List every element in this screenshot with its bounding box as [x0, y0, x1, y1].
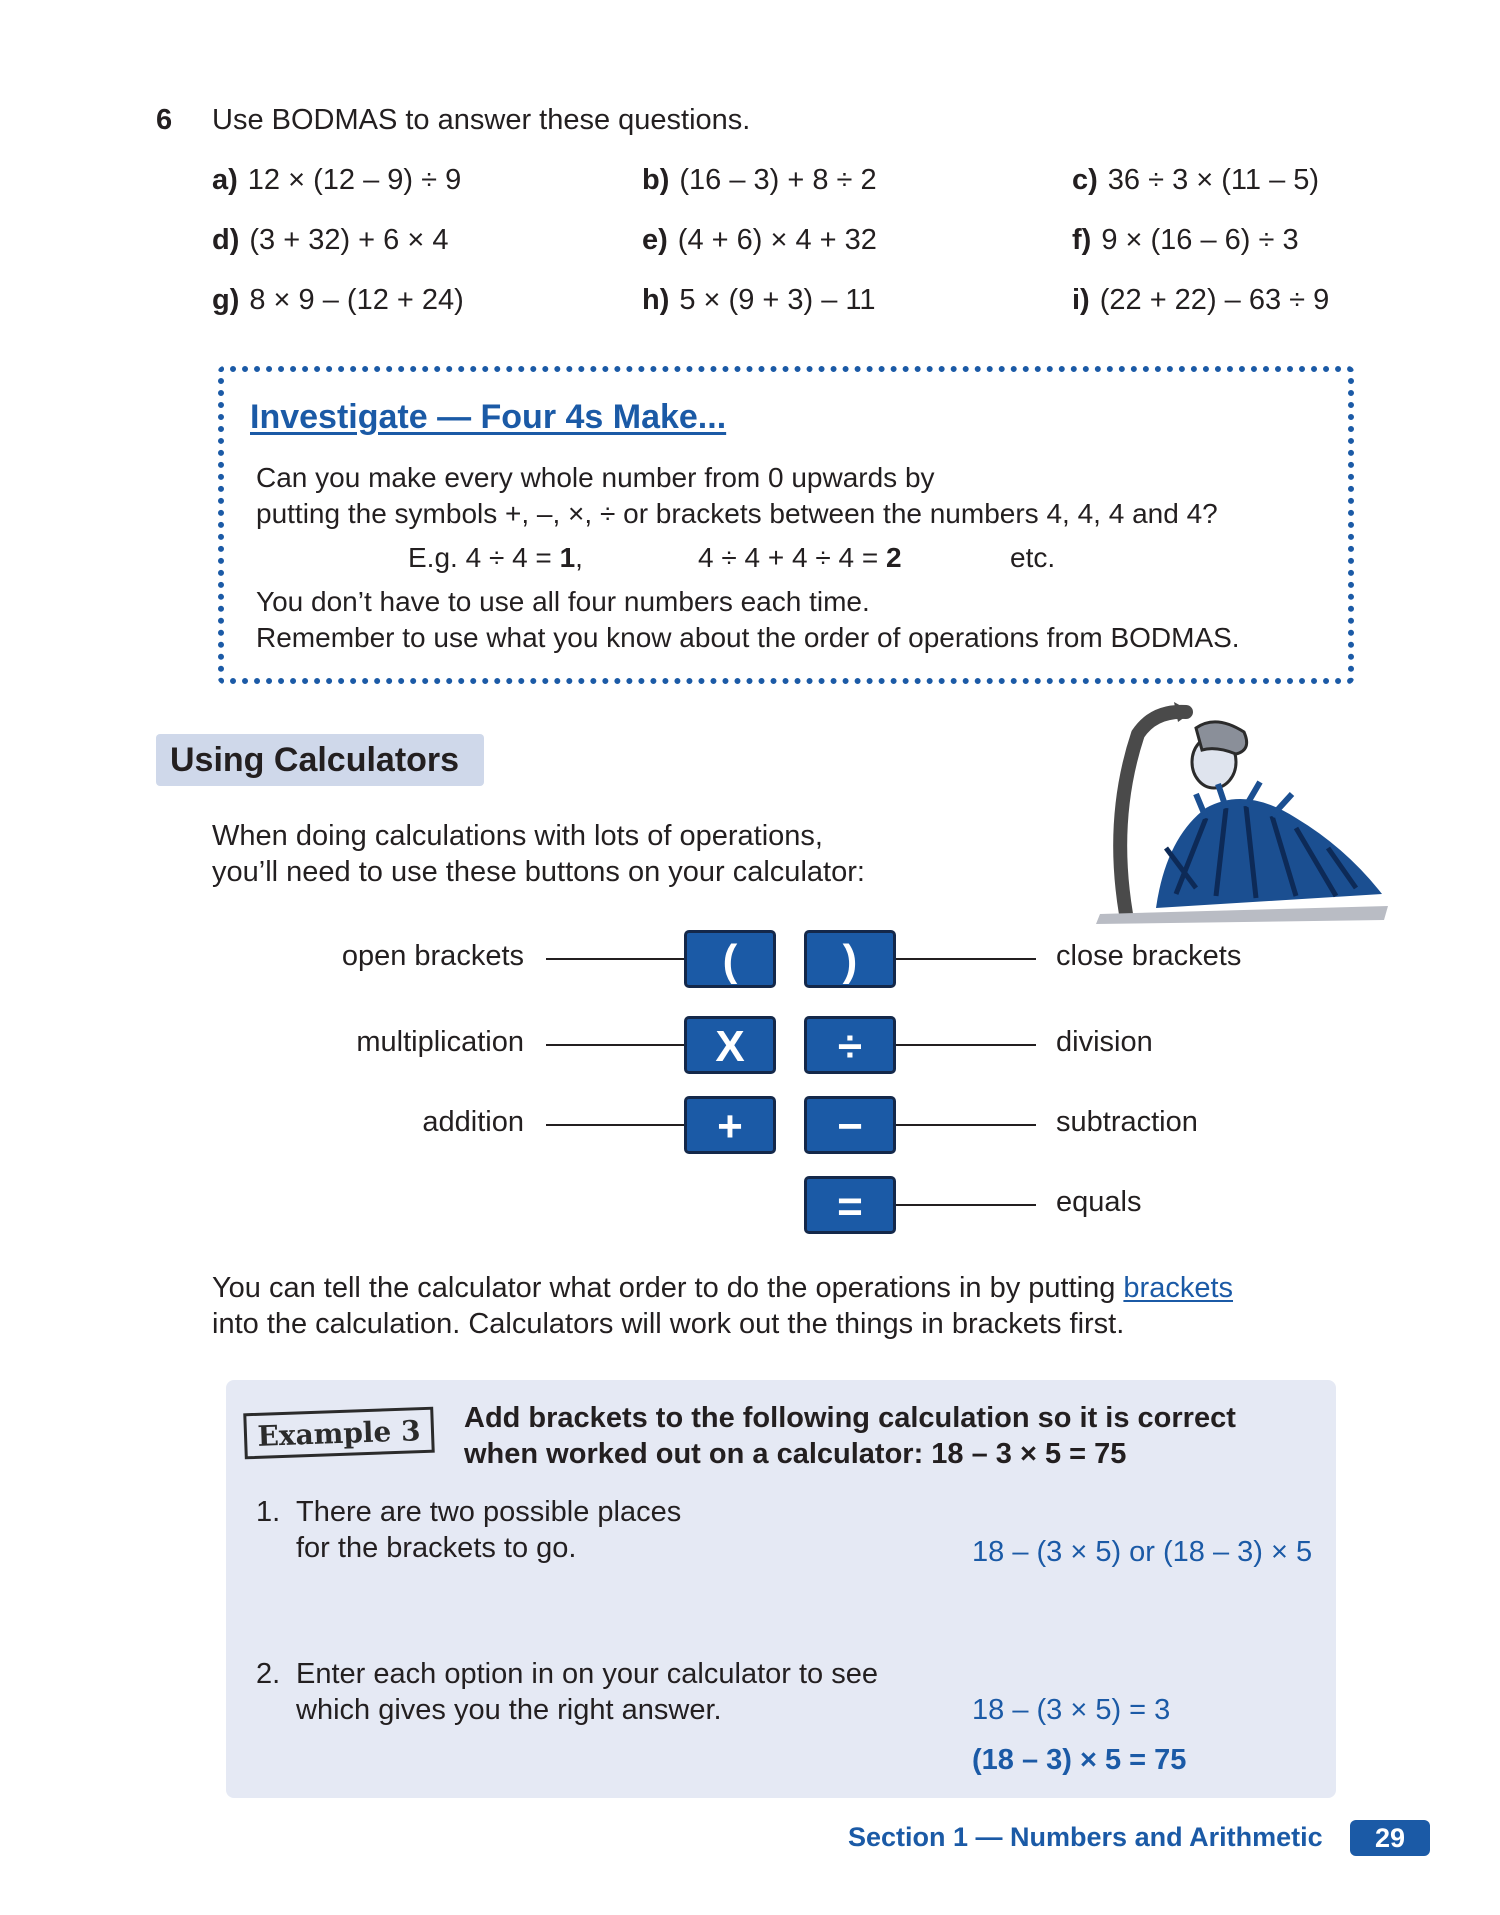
item-label: f): [1072, 224, 1092, 256]
label-division: division: [1056, 1026, 1153, 1058]
investigate-title: Investigate — Four 4s Make...: [250, 398, 727, 436]
calculators-intro-2: you’ll need to use these buttons on your calculator:: [212, 856, 865, 888]
item-expression: 9 × (16 – 6) ÷ 3: [1101, 224, 1299, 256]
question-intro: Use BODMAS to answer these questions.: [212, 104, 751, 136]
label-equals: equals: [1056, 1186, 1142, 1218]
question-item-h: [642, 284, 876, 317]
brackets-glossary-link[interactable]: brackets: [1123, 1272, 1234, 1304]
question-item-e: [642, 224, 877, 257]
investigate-line-4: Remember to use what you know about the order of operations from BODMAS.: [256, 622, 1240, 653]
step-2-answer-2: (18 – 3) × 5 = 75: [972, 1744, 1187, 1776]
label-close-brackets: close brackets: [1056, 940, 1242, 972]
leader-line: [546, 1044, 688, 1046]
question-item-c: [1072, 164, 1319, 197]
multiply-key: X: [684, 1016, 776, 1074]
item-label: h): [642, 284, 670, 316]
calculators-intro-1: When doing calculations with lots of operations,: [212, 820, 823, 852]
leader-line: [546, 958, 688, 960]
question-item-f: [1072, 224, 1299, 257]
brackets-paragraph-line-2: into the calculation. Calculators will work out the things in brackets first.: [212, 1308, 1125, 1340]
divide-key: ÷: [804, 1016, 896, 1074]
item-expression: (4 + 6) × 4 + 32: [677, 224, 877, 256]
item-label: d): [212, 224, 240, 256]
item-expression: (3 + 32) + 6 × 4: [249, 224, 449, 256]
step-2-number: 2.: [256, 1658, 281, 1690]
item-expression: 36 ÷ 3 × (11 – 5): [1107, 164, 1320, 196]
subtract-key: −: [804, 1096, 896, 1154]
equals-key: =: [804, 1176, 896, 1234]
item-label: i): [1072, 284, 1090, 316]
label-subtraction: subtraction: [1056, 1106, 1198, 1138]
step-1-line-2: for the brackets to go.: [296, 1532, 577, 1564]
investigate-line-1: Can you make every whole number from 0 upwards by: [256, 462, 935, 493]
item-expression: (16 – 3) + 8 ÷ 2: [679, 164, 877, 196]
step-2-line-1: Enter each option in on your calculator to see: [296, 1658, 878, 1690]
leader-line: [896, 1124, 1036, 1126]
add-key: +: [684, 1096, 776, 1154]
investigate-etc: etc.: [1010, 542, 1056, 573]
section-footer: Section 1 — Numbers and Arithmetic: [848, 1822, 1323, 1852]
item-expression: 8 × 9 – (12 + 24): [249, 284, 464, 316]
item-label: e): [642, 224, 668, 256]
step-1-answer: 18 – (3 × 5) or (18 – 3) × 5: [972, 1536, 1313, 1568]
label-open-brackets: open brackets: [341, 940, 524, 972]
question-item-i: [1072, 284, 1329, 317]
example-heading-line-2: when worked out on a calculator: 18 – 3 × 5 = 75: [464, 1438, 1127, 1470]
step-1-number: 1.: [256, 1496, 281, 1528]
close-bracket-key: ): [804, 930, 896, 988]
leader-line: [896, 1204, 1036, 1206]
step-2-line-2: which gives you the right answer.: [296, 1694, 722, 1726]
question-item-b: [642, 164, 877, 197]
item-label: c): [1072, 164, 1098, 196]
open-bracket-key: (: [684, 930, 776, 988]
investigate-example-2: 4 ÷ 4 + 4 ÷ 4 = 2: [698, 542, 902, 573]
label-multiplication: multiplication: [356, 1026, 524, 1058]
leader-line: [896, 958, 1036, 960]
calculator-fountain-illustration: [1096, 698, 1392, 924]
question-item-g: [212, 284, 464, 317]
investigate-line-3: You don’t have to use all four numbers each time.: [256, 586, 870, 617]
question-item-d: [212, 224, 448, 257]
step-1-line-1: There are two possible places: [296, 1496, 682, 1528]
item-label: g): [212, 284, 240, 316]
item-expression: (22 + 22) – 63 ÷ 9: [1099, 284, 1330, 316]
leader-line: [896, 1044, 1036, 1046]
step-2-answer-1: 18 – (3 × 5) = 3: [972, 1694, 1171, 1726]
question-number: 6: [156, 104, 173, 136]
section-heading-using-calculators: Using Calculators: [156, 734, 484, 786]
example-stamp: Example 3: [243, 1407, 434, 1460]
investigate-line-2: putting the symbols +, –, ×, ÷ or brackets between the numbers 4, 4, 4 and 4?: [256, 498, 1218, 529]
example-heading-line-1: Add brackets to the following calculation so it is correct: [464, 1402, 1236, 1434]
brackets-paragraph-line-1: You can tell the calculator what order to do the operations in by putting brackets: [212, 1272, 1234, 1304]
item-expression: 12 × (12 – 9) ÷ 9: [247, 164, 462, 196]
item-expression: 5 × (9 + 3) – 11: [679, 284, 876, 316]
item-label: b): [642, 164, 670, 196]
investigate-example-1: E.g. 4 ÷ 4 = 1,: [408, 542, 583, 573]
label-addition: addition: [422, 1106, 524, 1138]
leader-line: [546, 1124, 688, 1126]
item-label: a): [212, 164, 238, 196]
page-number: 29: [1350, 1820, 1430, 1856]
question-item-a: [212, 164, 461, 197]
